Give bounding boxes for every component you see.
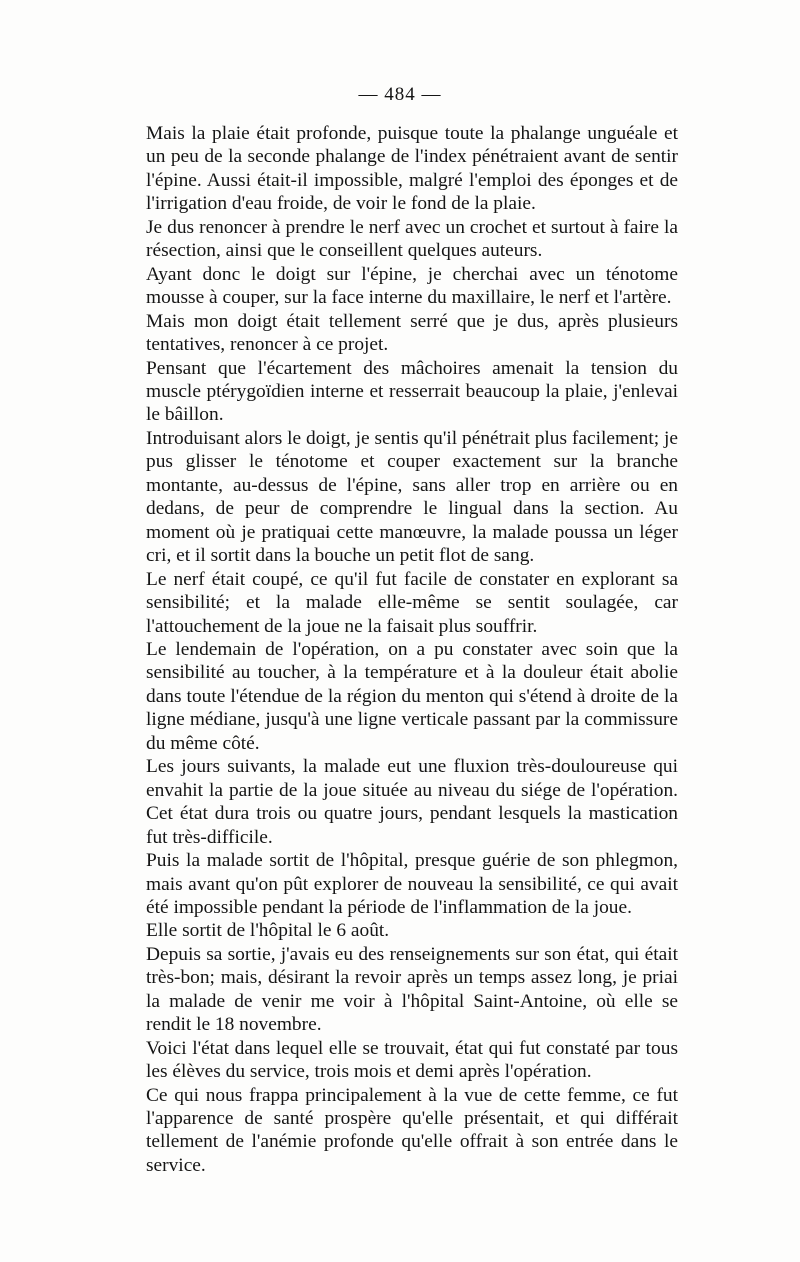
paragraph: Mais la plaie était profonde, puisque toute la phalange unguéale et un peu de la seconde phalange de l'index pénétraient avant de sentir l'épine. Aussi était-il impossible, malgré l'emploi des éponges et de l'irrigation d'eau froide, de voir le fond de la plaie. (146, 123, 678, 215)
page-number: — 484 — (358, 84, 442, 105)
paragraph: Les jours suivants, la malade eut une fluxion très-douloureuse qui envahit la partie de la joue située au niveau du siége de l'opération. Cet état dura trois ou quatre jours, pendant lesquels la mastication fut très-difficile. (146, 756, 678, 848)
paragraph: Le nerf était coupé, ce qu'il fut facile de constater en explorant sa sensibilité; et la malade elle-même se sentit soulagée, car l'attouchement de la joue ne la faisait plus souffrir. (146, 568, 678, 637)
paragraph: Ce qui nous frappa principalement à la vue de cette femme, ce fut l'apparence de santé prospère qu'elle présentait, et qui différait tellement de l'anémie profonde qu'elle offrait à son entrée dans le service. (146, 1084, 678, 1176)
body-text (146, 122, 678, 1177)
paragraph: Introduisant alors le doigt, je sentis qu'il pénétrait plus facilement; je pus glisser le ténotome et couper exactement sur la branche montante, au-dessus de l'épine, sans aller trop en arrière ou en dedans, de peur de comprendre le lingual dans la section. Au moment où je pratiquai cette manœuvre, la malade poussa un léger cri, et il sortit dans la bouche un petit flot de sang. (146, 427, 678, 567)
paragraph: Depuis sa sortie, j'avais eu des renseignements sur son état, qui était très-bon; mais, désirant la revoir après un temps assez long, je priai la malade de venir me voir à l'hôpital Saint-Antoine, où elle se rendit le 18 novembre. (146, 943, 678, 1036)
paragraph: Pensant que l'écartement des mâchoires amenait la tension du muscle ptérygoïdien interne et resserrait beaucoup la plaie, j'enlevai le bâillon. (146, 357, 678, 426)
paragraph: Voici l'état dans lequel elle se trouvait, état qui fut constaté par tous les élèves du service, trois mois et demi après l'opération. (146, 1037, 678, 1083)
paragraph: Le lendemain de l'opération, on a pu constater avec soin que la sensibilité au toucher, à la température et à la douleur était abolie dans toute l'étendue de la région du menton qui s'étend à droite de la ligne médiane, jusqu'à une ligne verticale passant par la commissure du même côté. (146, 638, 678, 754)
paragraph: Puis la malade sortit de l'hôpital, presque guérie de son phlegmon, mais avant qu'on pût explorer de nouveau la sensibilité, ce qui avait été impossible pendant la période de l'inflammation de la joue. (146, 850, 678, 918)
paragraph: Mais mon doigt était tellement serré que je dus, après plusieurs tentatives, renoncer à ce projet. (146, 310, 678, 356)
paragraph: Je dus renoncer à prendre le nerf avec un crochet et surtout à faire la résection, ainsi que le conseillent quelques auteurs. (146, 216, 678, 262)
paragraph: Ayant donc le doigt sur l'épine, je cherchai avec un ténotome mousse à couper, sur la face interne du maxillaire, le nerf et l'artère. (146, 263, 678, 309)
paragraph: Elle sortit de l'hôpital le 6 août. (146, 920, 390, 942)
